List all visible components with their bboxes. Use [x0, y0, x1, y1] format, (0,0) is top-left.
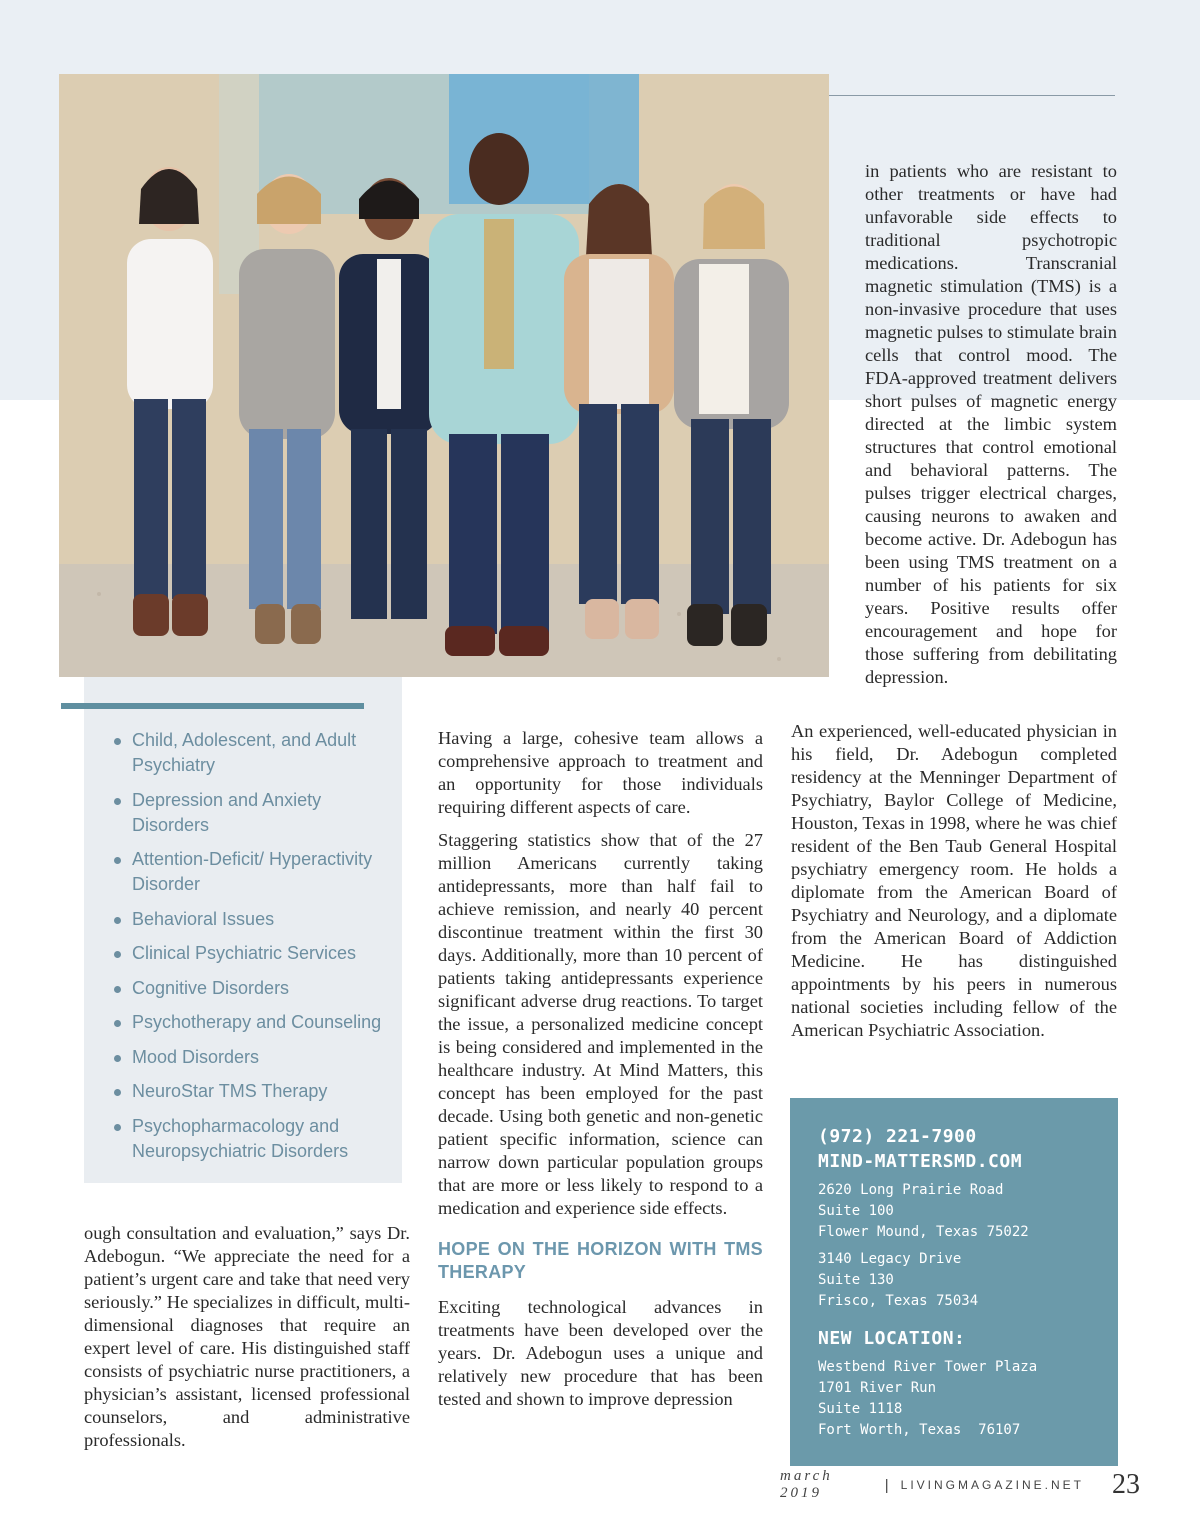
phone-number[interactable]: (972) 221-7900 [818, 1126, 977, 1147]
service-item: Mood Disorders [110, 1045, 400, 1070]
service-item: Depression and Anxiety Disorders [110, 788, 400, 838]
physician-bio-paragraph: An experienced, well-educated physician in his field, Dr. Adebogun completed residency at the Menninger Department of Psychiatry, Baylor College of Medicine, Houston, Texas in 1998, where he was chief resident of the Ben Taub General Hospital psychiatry emergency room. He holds a diplomate from the American Board of Psychiatry and Neurology, and a diplomate from the American Board of Addiction Medicine. He has distinguished appointments by his peers in numerous national societies including fellow of the American Psychiatric Association. [791, 721, 1117, 1040]
article-column-right-top [865, 160, 1117, 699]
statistics-paragraph: Staggering statistics show that of the 27 million Americans currently taking antidepressants, more than half fail to achieve remission, and nearly 40 percent discontinue treatment within the first 30 days. Additionally, more than 10 percent of patients taking antidepressants experience significant adverse drug reactions. To target the issue, a personalized medicine concept is being considered and implemented in the healthcare industry. At Mind Matters, this concept has been employed for the past decade. Using both genetic and non-genetic patient specific information, science can narrow down particular population groups that are more or less likely to respond to a medication and experience side effects. [438, 830, 763, 1218]
consultation-paragraph: ough consultation and evaluation,” says Dr. Adebogun. “We appreciate the need for a patient’s urgent care and take that need very seriously.” He specializes in difficult, multi-dimensional diagnoses that require an expert level of care. His distinguished staff consists of psychiatric nurse practitioners, a physician’s assistant, licensed professional counselors, and administrative professionals. [84, 1223, 410, 1450]
service-item: Psychotherapy and Counseling [110, 1010, 400, 1035]
service-item: Attention-Deficit/ Hyperactivity Disorder [110, 847, 400, 897]
bullet-icon [114, 951, 121, 958]
team-group-photo [59, 74, 829, 677]
bullet-icon [114, 1089, 121, 1096]
service-item: Psychopharmacology and Neuropsychiatric Disorders [110, 1114, 400, 1164]
page-number: 23 [1112, 1469, 1140, 1500]
bullet-icon [114, 1055, 121, 1062]
tms-paragraph: in patients who are resistant to other treatments or have had unfavorable side effects to traditional psychotropic medications. Transcranial magnetic stimulation (TMS) is a non-invasive procedure that uses magnetic pulses to stimulate brain cells that control mood. The FDA-approved treatment delivers short pulses of magnetic energy directed at the limbic system structures that control emotional and behavioral patterns. The pulses trigger electrical charges, causing neurons to awaken and become active. Dr. Adebogun has been using TMS treatment on a number of his patients for six years. Positive results offer encouragement and hope for those suffering from debilitating depression. [865, 161, 1117, 687]
new-location-label: NEW LOCATION: [818, 1328, 966, 1349]
bullet-icon [114, 986, 121, 993]
bullet-icon [114, 738, 121, 745]
page-footer [780, 1470, 1140, 1500]
bullet-icon [114, 857, 121, 864]
team-paragraph: Having a large, cohesive team allows a comprehensive approach to treatment and an opportunity for those individuals requiring different aspects of care. [438, 728, 763, 817]
address-frisco: 3140 Legacy Drive Suite 130 Frisco, Texas 75034 [818, 1251, 979, 1309]
service-item: NeuroStar TMS Therapy [110, 1079, 400, 1104]
bullet-icon [114, 917, 121, 924]
bullet-icon [114, 1124, 121, 1131]
footer-separator: | [884, 1476, 889, 1494]
service-item: Behavioral Issues [110, 907, 400, 932]
contact-info-box [790, 1098, 1118, 1466]
group-photo-illustration [59, 74, 829, 677]
service-item: Child, Adolescent, and Adult Psychiatry [110, 728, 400, 778]
service-item: Clinical Psychiatric Services [110, 941, 400, 966]
address-fort-worth: Westbend River Tower Plaza 1701 River Run Suite 1118 Fort Worth, Texas 76107 [818, 1359, 1038, 1438]
magazine-website: LIVINGMAGAZINE.NET [900, 1478, 1084, 1492]
address-flower-mound: 2620 Long Prairie Road Suite 100 Flower Mound, Texas 75022 [818, 1182, 1029, 1240]
advances-paragraph: Exciting technological advances in treatments have been developed over the years. Dr. Adebogun uses a unique and relatively new procedure that has been tested and shown to improve depression [438, 1297, 763, 1409]
issue-date: march 2019 [780, 1468, 833, 1501]
article-column-left [84, 1222, 410, 1462]
article-column-right-mid [791, 720, 1117, 1052]
section-heading: HOPE ON THE HORIZON WITH TMS THERAPY [438, 1239, 763, 1282]
services-accent-rule [61, 703, 364, 709]
website-link[interactable]: MIND-MATTERSMD.COM [818, 1151, 1023, 1172]
bullet-icon [114, 1020, 121, 1027]
services-list [110, 728, 400, 1173]
service-item: Cognitive Disorders [110, 976, 400, 1001]
bullet-icon [114, 798, 121, 805]
article-column-middle [438, 727, 763, 1421]
